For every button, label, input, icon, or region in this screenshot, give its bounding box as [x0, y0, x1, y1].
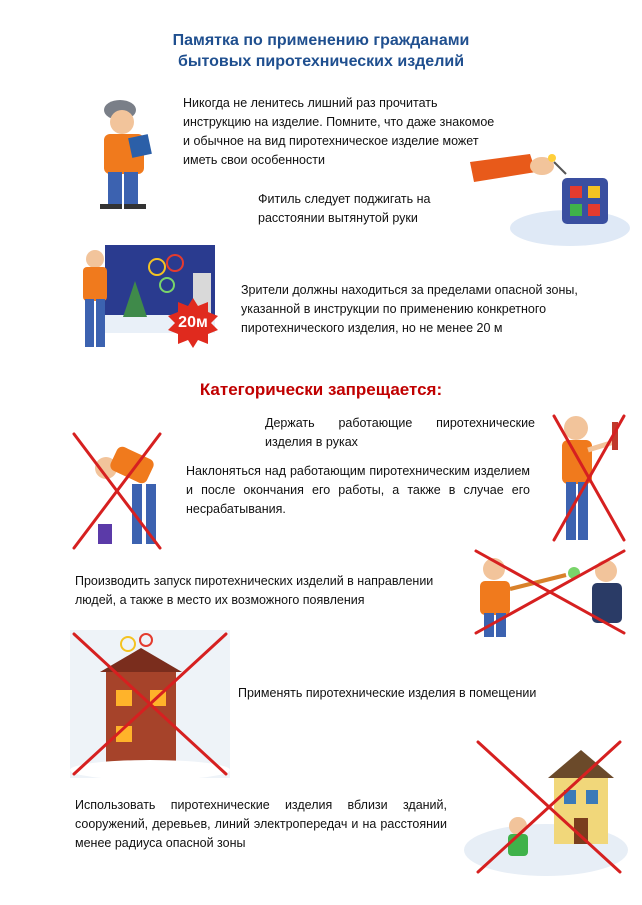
prohibited-item-indoors: Применять пиротехнические изделия в помещении [238, 686, 537, 700]
tip-read-instructions: Никогда не ленитесь лишний раз прочитать инструкцию на изделие. Помните, что даже знакомое и обычное на вид пиротехническое изделие может иметь свои особенности [183, 96, 495, 167]
prohibited-heading: Категорически запрещается: [199, 380, 443, 399]
near-buildings-illustration [462, 738, 628, 876]
aiming-at-people-illustration [470, 545, 632, 640]
distance-badge-label: 20м [178, 314, 208, 331]
tip-spectator-distance: Зрители должны находиться за пределами опасной зоны, указанной в инструкции по применению конкретного пиротехнического изделия, но не менее 20 м [241, 283, 578, 335]
title-line-1: Памятка по применению гражданами [172, 32, 470, 49]
reading-man-illustration [88, 92, 173, 210]
indoor-firework-illustration [70, 630, 230, 778]
title-line-2: бытовых пиротехнических изделий [177, 53, 465, 70]
page-title [0, 30, 642, 72]
prohibited-item-hold-in-hands: Держать работающие пиротехнические изделия в руках [265, 416, 535, 449]
prohibited-item-lean-over: Наклоняться над работающим пиротехническим изделием и после окончания его работы, а также в случае его несрабатывания. [186, 464, 530, 516]
holding-firework-illustration [548, 408, 628, 544]
lighting-fuse-illustration [470, 140, 630, 248]
tip-fuse-distance: Фитиль следует поджигать на расстоянии вытянутой руки [258, 192, 431, 225]
prohibited-item-near-buildings: Использовать пиротехнические изделия вблизи зданий, сооружений, деревьев, линий электропередач и на расстоянии менее радиуса опасной зоны [75, 798, 447, 850]
prohibited-item-aim-at-people: Производить запуск пиротехнических изделий в направлении людей, а также в место их возможного появления [75, 574, 434, 607]
leaning-over-firework-illustration [70, 428, 170, 552]
